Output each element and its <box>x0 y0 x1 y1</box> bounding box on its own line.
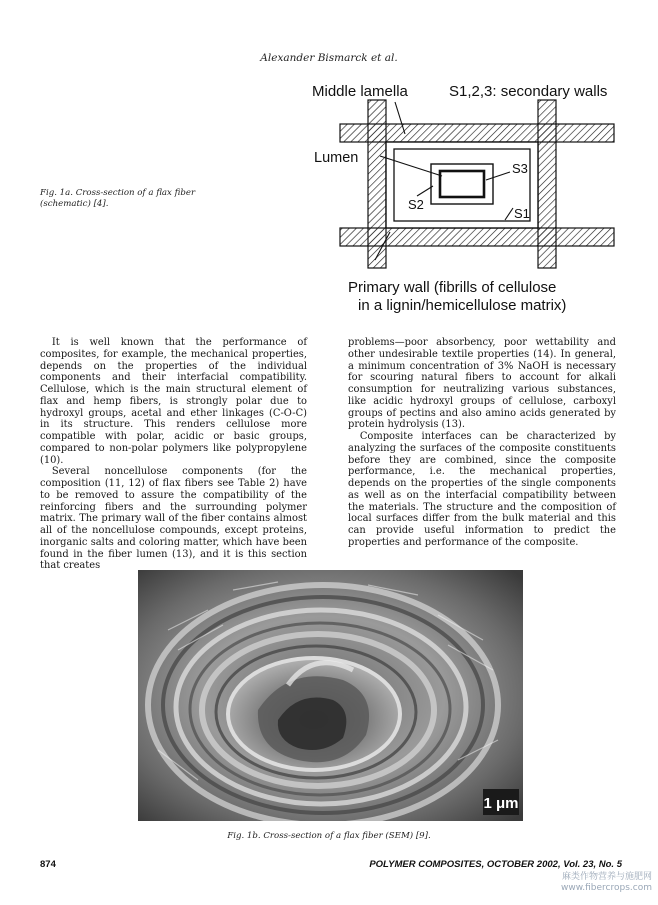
scale-bar-label: 1 μm <box>483 795 519 812</box>
figure-1b-sem-image <box>138 570 523 821</box>
watermark-line2: www.fibercrops.com <box>561 883 652 893</box>
figure-1b-caption: Fig. 1b. Cross-section of a flax fiber (SEM) [9]. <box>227 831 431 841</box>
running-head: Alexander Bismarck et al. <box>260 52 398 64</box>
primary-wall-label-line2: in a lignin/hemicellulose matrix) <box>358 297 567 314</box>
paragraph: Several noncellulose components (for the composition (11, 12) of flax fibers see Table 2) have to be removed to assure the compatibility of the reinforcing fibers and the surrounding polymer matrix. The primary wall of the fiber contains almost all of the noncellulose compounds, except proteins, inorganic salts and coloring matter, which have been found in the fiber lumen (13), and it is this section that creates <box>40 466 307 572</box>
left-column <box>40 337 307 572</box>
paragraph: Composite interfaces can be characterized by analyzing the surfaces of the composite constituents before they are combined, since the composite performance, i.e. the mechanical properties, depends on the properties of the single components as well as on the interfacial compatibility between the materials. The structure and the composition of local surfaces differ from the bulk material and this can provide useful information to predict the properties and performance of the composite. <box>348 431 616 548</box>
secondary-walls-label: S1,2,3: secondary walls <box>449 83 608 100</box>
wall-bottom-bar <box>340 228 614 246</box>
middle-lamella-label: Middle lamella <box>312 83 408 100</box>
wall-top-bar <box>340 124 614 142</box>
right-column <box>348 337 616 549</box>
paragraph: problems—poor absorbency, poor wettability and other undesirable textile properties (14). In general, a minimum concentration of 3% NaOH is necessary for scouring natural fibers to account for alkali consumption for neutralizing various substances, like acidic hydroxyl groups of cellulose, carboxyl groups of pectins and also amino acids generated by protein hydrolysis (13). <box>348 337 616 431</box>
figure-1a-diagram <box>300 72 630 317</box>
lumen-label: Lumen <box>314 150 359 166</box>
watermark-line1: 麻类作物营养与施肥网 <box>561 872 652 882</box>
figure-1a-caption: Fig. 1a. Cross-section of a flax fiber (schematic) [4]. <box>40 188 196 209</box>
paragraph: It is well known that the performance of composites, for example, the mechanical properties, depends on the properties of the individual components and their interfacial compatibility. Cellulose, which is the main structural element of flax and hemp fibers, is strongly polar due to hydroxyl groups, acetal and ether linkages (C-O-C) in its structure. This renders cellulose more compatible with polar, acidic or basic groups, compared to non-polar polymers like polypropylene (10). <box>40 337 307 466</box>
primary-wall-label-line1: Primary wall (fibrills of cellulose <box>348 279 557 296</box>
s1-label: S1 <box>514 206 530 221</box>
page-number: 874 <box>40 859 56 870</box>
s2-label: S2 <box>408 197 424 212</box>
s3-label: S3 <box>512 161 528 176</box>
watermark <box>561 872 652 894</box>
journal-footer: POLYMER COMPOSITES, OCTOBER 2002, Vol. 23, No. 5 <box>369 859 622 870</box>
